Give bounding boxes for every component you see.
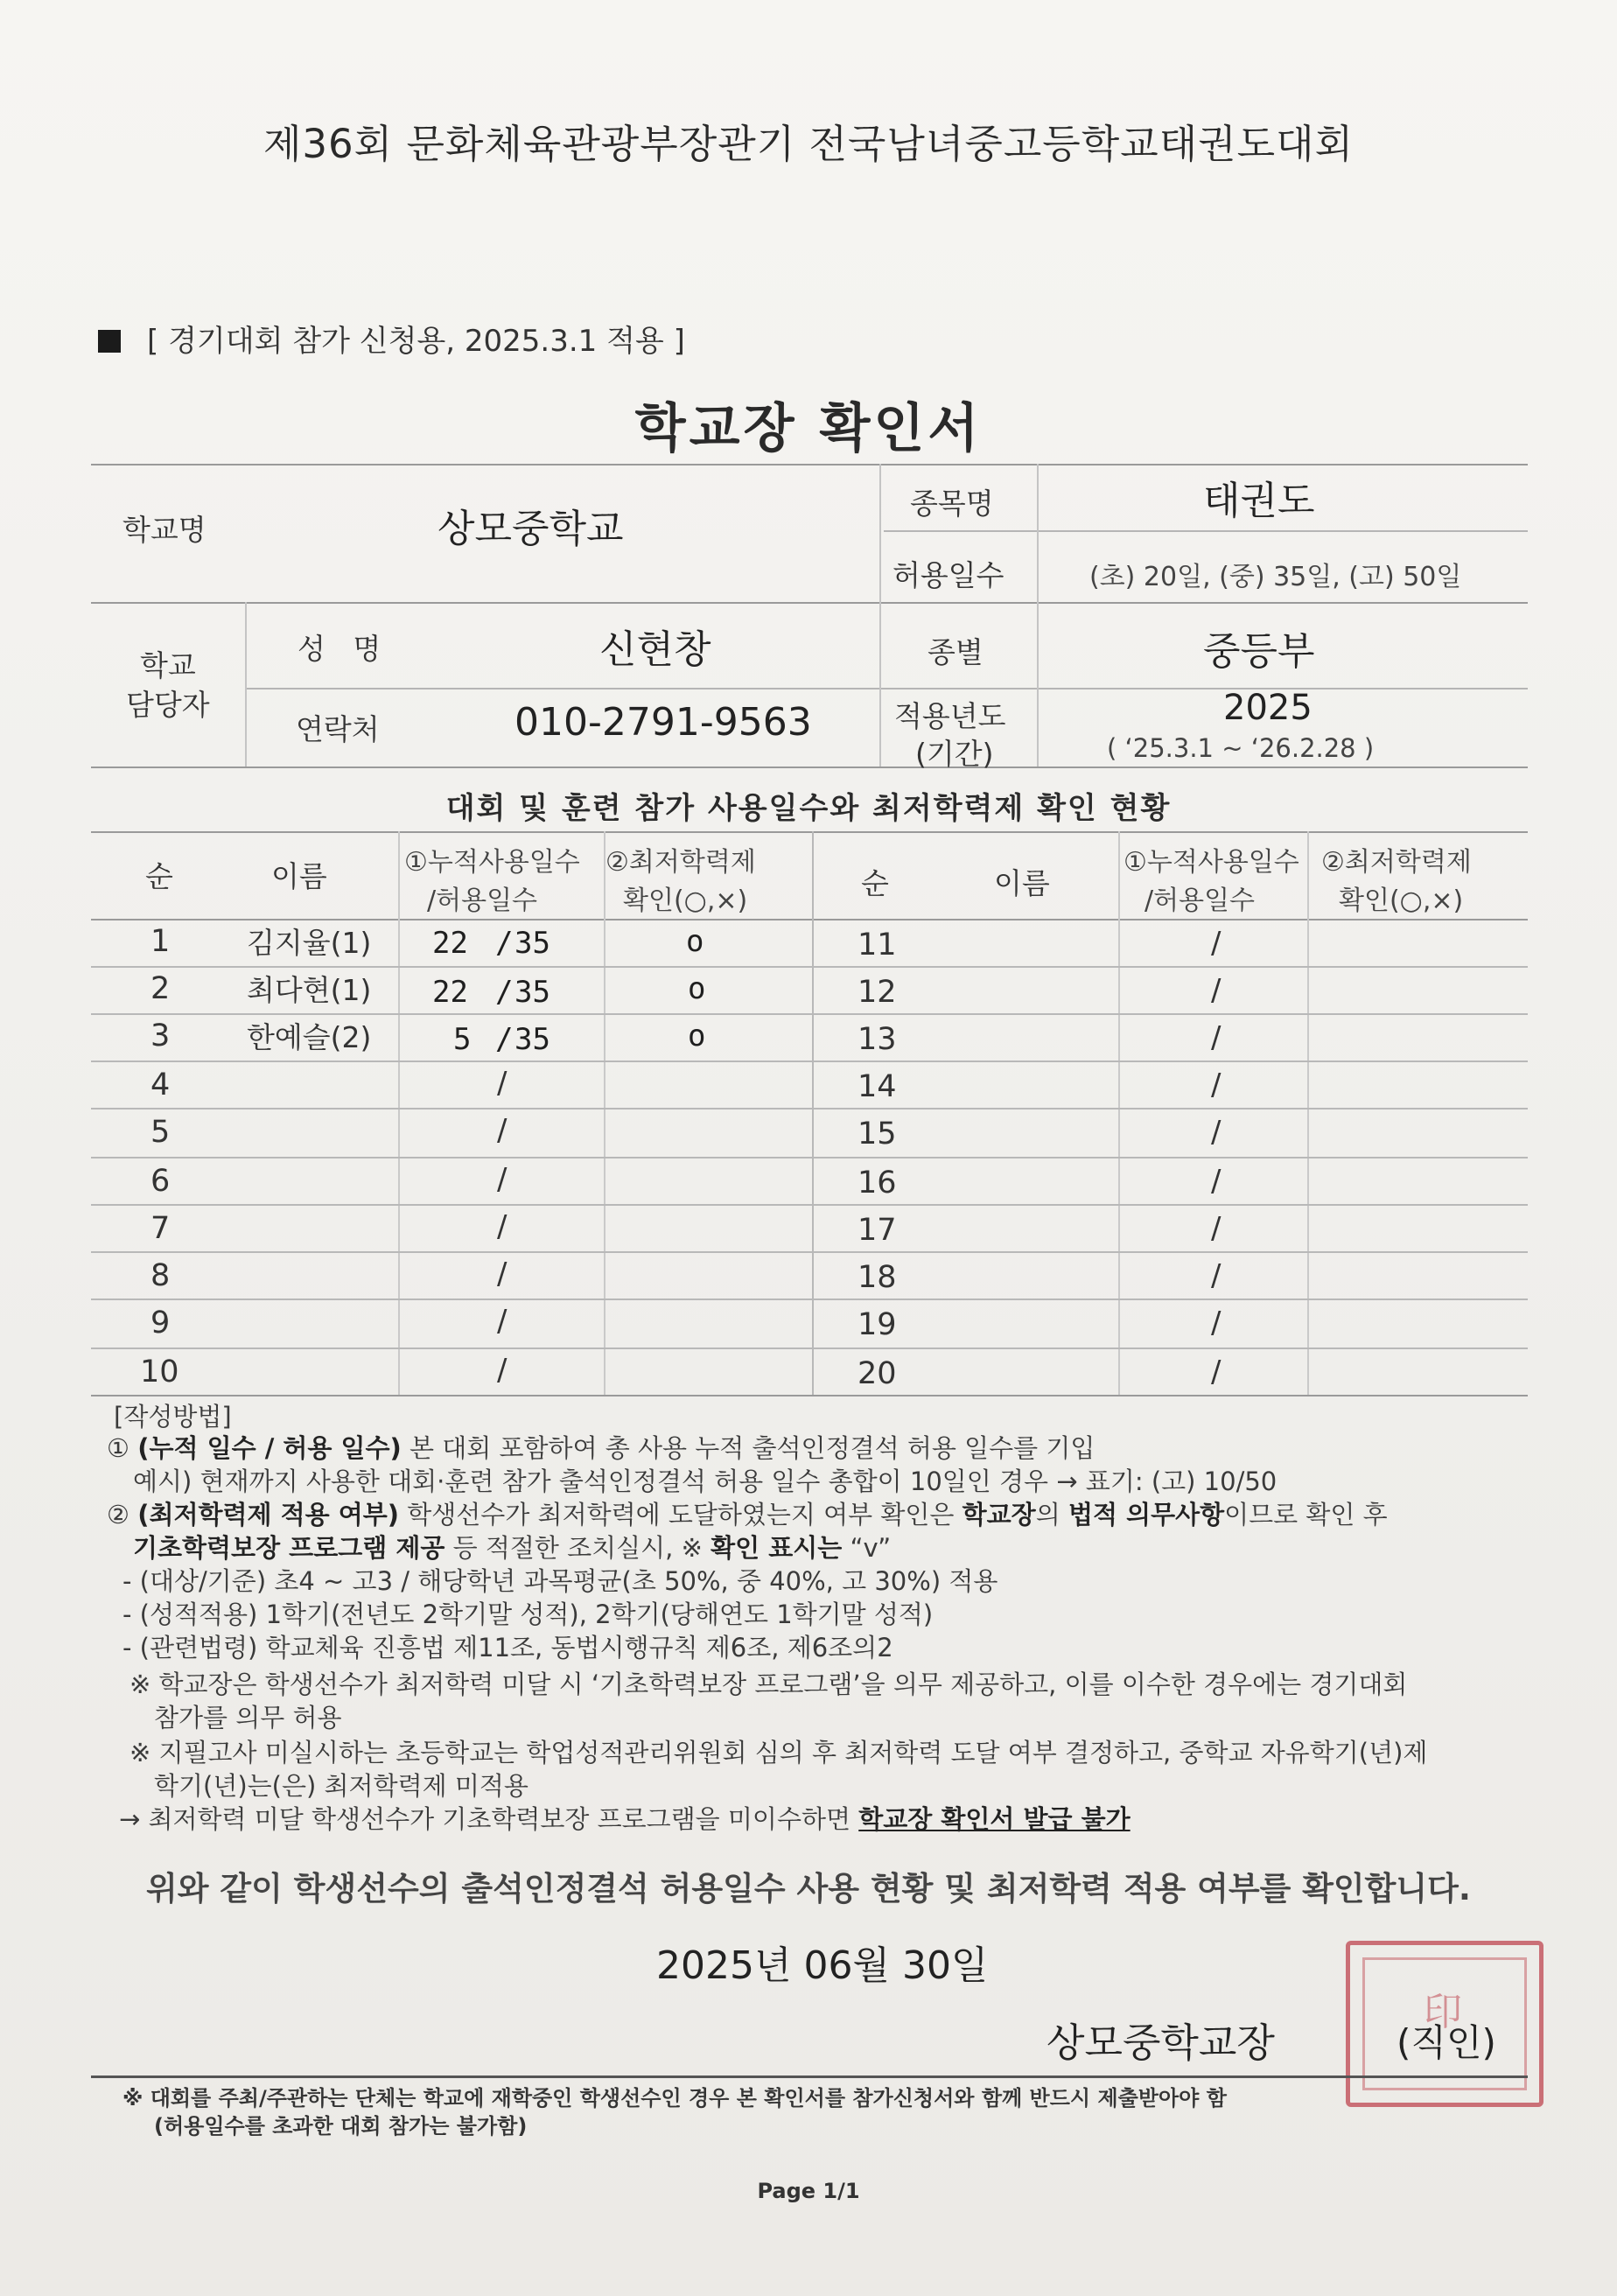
slash: / bbox=[495, 1022, 514, 1057]
instructions-heading: [작성방법] bbox=[114, 1402, 232, 1432]
allowed-days: 35 bbox=[514, 975, 550, 1010]
confirmation-date: 2025년 06월 30일 bbox=[656, 1943, 989, 1988]
slash: / bbox=[1211, 1306, 1222, 1340]
allowed-days-label: 허용일수 bbox=[892, 558, 1004, 592]
slash: / bbox=[497, 1066, 508, 1101]
row-number: 5 bbox=[150, 1115, 171, 1150]
confirmation-statement: 위와 같이 학생선수의 출석인정결석 허용일수 사용 현황 및 최저학력 적용 여부를 확인합니다. bbox=[146, 1870, 1471, 1908]
student-name: 최다현(1) bbox=[247, 973, 372, 1007]
row-number: 8 bbox=[150, 1258, 171, 1293]
slash: / bbox=[1211, 1354, 1222, 1390]
header-days-left-1: ①누적사용일수 bbox=[404, 847, 580, 878]
slash: / bbox=[1211, 1068, 1222, 1102]
document-title: 학교장 확인서 bbox=[634, 398, 983, 459]
person-name-label: 성 명 bbox=[298, 632, 382, 666]
slash: / bbox=[497, 1209, 508, 1244]
row-number: 10 bbox=[140, 1354, 179, 1390]
footer-note-1: ※ 대회를 주최/주관하는 단체는 학교에 재학중인 학생선수인 경우 본 확인서를 참가신청서와 함께 반드시 제출받아야 함 bbox=[122, 2086, 1227, 2110]
slash: / bbox=[1211, 1115, 1222, 1150]
min-check: o bbox=[686, 924, 704, 959]
header-name-right: 이름 bbox=[994, 866, 1050, 900]
instruction-line-2: 예시) 현재까지 사용한 대회·훈련 참가 출석인정결석 허용 일수 총합이 10일인 경우 → 표기: (고) 10/50 bbox=[133, 1466, 1278, 1496]
slash: / bbox=[495, 926, 514, 961]
slash: / bbox=[497, 1162, 508, 1197]
footer-note-2: (허용일수를 초과한 대회 참가는 불가함) bbox=[154, 2114, 528, 2138]
slash: / bbox=[1211, 1164, 1222, 1199]
slash: / bbox=[1211, 1211, 1222, 1246]
header-order-left: 순 bbox=[145, 859, 173, 893]
year-label: 적용년도 bbox=[894, 699, 1006, 733]
school-name-value: 상모중학교 bbox=[438, 507, 624, 551]
slash: / bbox=[1211, 1258, 1222, 1293]
instruction-line-11: 학기(년)는(은) 최저학력제 미적용 bbox=[154, 1771, 528, 1801]
slash: / bbox=[497, 1353, 508, 1388]
row-number: 1 bbox=[150, 924, 171, 959]
row-number: 14 bbox=[858, 1069, 897, 1104]
slash: / bbox=[1211, 926, 1222, 961]
instruction-line-9: 참가를 의무 허용 bbox=[154, 1703, 342, 1732]
row-number: 3 bbox=[150, 1018, 171, 1054]
row-number: 17 bbox=[858, 1213, 897, 1248]
instruction-line-4: 기초학력보장 프로그램 제공 등 적절한 조치실시, ※ 확인 표시는 “v” bbox=[133, 1533, 892, 1563]
manager-label-1: 학교 bbox=[140, 648, 196, 682]
section-title: 대회 및 훈련 참가 사용일수와 최저학력제 확인 현황 bbox=[445, 791, 1172, 826]
slash: / bbox=[1211, 973, 1222, 1008]
min-check: o bbox=[688, 971, 706, 1006]
header-order-right: 순 bbox=[861, 866, 889, 900]
header-name-left: 이름 bbox=[271, 859, 327, 893]
sport-label: 종목명 bbox=[910, 486, 994, 521]
seal-glyph-icon: 印 bbox=[1424, 1990, 1466, 2034]
row-number: 4 bbox=[150, 1068, 171, 1102]
used-days: 22 bbox=[432, 975, 468, 1010]
slash: / bbox=[1211, 1020, 1222, 1055]
school-name-label: 학교명 bbox=[122, 513, 206, 547]
student-name: 김지율(1) bbox=[247, 926, 372, 960]
slash: / bbox=[497, 1113, 508, 1148]
apply-note bbox=[98, 317, 685, 360]
header-days-left-2: /허용일수 bbox=[427, 886, 538, 916]
allowed-days: 35 bbox=[514, 926, 550, 961]
instruction-line-3: ② (최저학력제 적용 여부) 학생선수가 최저학력에 도달하였는지 여부 확인은 학교장의 법적 의무사항이므로 확인 후 bbox=[107, 1500, 1388, 1530]
instruction-line-8: ※ 학교장은 학생선수가 최저학력 미달 시 ‘기초학력보장 프로그램’을 의무 제공하고, 이를 이수한 경우에는 경기대회 bbox=[130, 1670, 1408, 1699]
slash: / bbox=[497, 1304, 508, 1339]
year-label-period: (기간) bbox=[915, 737, 994, 771]
row-number: 13 bbox=[858, 1022, 897, 1057]
row-number: 15 bbox=[858, 1116, 897, 1152]
min-check: o bbox=[688, 1018, 706, 1054]
header-min-left-2: 확인(○,×) bbox=[623, 886, 748, 916]
instruction-line-1: ① (누적 일수 / 허용 일수) 본 대회 포함하여 총 사용 누적 출석인정결석 허용 일수를 기입 bbox=[107, 1433, 1096, 1463]
signer-name: 상모중학교장 bbox=[1046, 2020, 1275, 2066]
contact-value: 010-2791-9563 bbox=[514, 700, 812, 745]
instruction-line-6: - (성적적용) 1학기(전년도 2학기말 성적), 2학기(당해연도 1학기말 성적) bbox=[122, 1600, 934, 1629]
row-number: 11 bbox=[858, 928, 897, 962]
manager-label-2: 담당자 bbox=[126, 688, 210, 722]
used-days: 22 bbox=[432, 926, 468, 961]
header-min-right-1: ②최저학력제 bbox=[1321, 847, 1472, 878]
bullet-square-icon bbox=[98, 330, 121, 353]
person-name-value: 신현창 bbox=[599, 627, 711, 672]
row-number: 6 bbox=[150, 1164, 171, 1199]
row-number: 2 bbox=[150, 971, 171, 1006]
row-number: 19 bbox=[858, 1307, 897, 1342]
slash: / bbox=[495, 975, 514, 1010]
sport-value: 태권도 bbox=[1203, 479, 1315, 523]
instruction-line-7: - (관련법령) 학교체육 진흥법 제11조, 동법시행규칙 제6조, 제6조의2 bbox=[122, 1633, 893, 1662]
header-min-left-1: ②최저학력제 bbox=[606, 847, 756, 878]
instruction-line-5: - (대상/기준) 초4 ~ 고3 / 해당학년 과목평균(초 50%, 중 40%, 고 30%) 적용 bbox=[122, 1566, 998, 1596]
header-days-right-1: ①누적사용일수 bbox=[1124, 847, 1299, 878]
year-value: 2025 bbox=[1223, 688, 1312, 728]
division-label: 종별 bbox=[928, 635, 984, 669]
year-period: ( ‘25.3.1 ~ ‘26.2.28 ) bbox=[1107, 733, 1375, 763]
row-number: 12 bbox=[858, 975, 897, 1010]
used-days: 5 bbox=[453, 1022, 472, 1057]
slash: / bbox=[497, 1256, 508, 1292]
page-number: Page 1/1 bbox=[757, 2179, 860, 2203]
allowed-days: 35 bbox=[514, 1022, 550, 1057]
row-number: 16 bbox=[858, 1166, 897, 1200]
student-name: 한예슬(2) bbox=[247, 1020, 372, 1054]
row-number: 20 bbox=[858, 1356, 897, 1391]
seal-label: (직인) bbox=[1396, 2021, 1496, 2064]
division-value: 중등부 bbox=[1203, 629, 1315, 674]
event-title: 제36회 문화체육관광부장관기 전국남녀중고등학교태권도대회 bbox=[262, 121, 1354, 167]
header-days-right-2: /허용일수 bbox=[1144, 886, 1256, 916]
contact-label: 연락처 bbox=[296, 712, 380, 746]
row-number: 9 bbox=[150, 1306, 171, 1340]
instruction-line-10: ※ 지필고사 미실시하는 초등학교는 학업성적관리위원회 심의 후 최저학력 도달 여부 결정하고, 중학교 자유학기(년)제 bbox=[130, 1738, 1428, 1768]
apply-note-text: [ 경기대회 참가 신청용, 2025.3.1 적용 ] bbox=[147, 324, 685, 359]
row-number: 7 bbox=[150, 1211, 171, 1246]
header-min-right-2: 확인(○,×) bbox=[1339, 886, 1464, 916]
allowed-days-value: (초) 20일, (중) 35일, (고) 50일 bbox=[1089, 562, 1462, 592]
instruction-line-12: → 최저학력 미달 학생선수가 기초학력보장 프로그램을 미이수하면 학교장 확인서 발급 불가 bbox=[119, 1804, 1130, 1834]
row-number: 18 bbox=[858, 1260, 897, 1295]
